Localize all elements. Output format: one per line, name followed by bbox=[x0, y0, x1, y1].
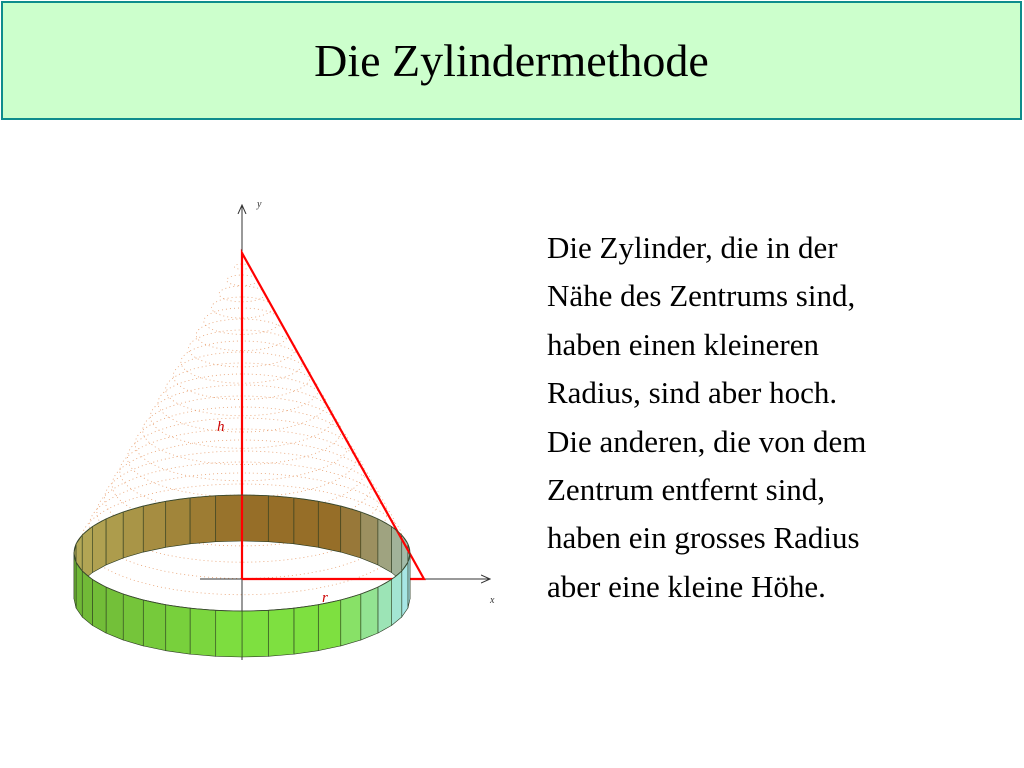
cylinder-facet bbox=[268, 496, 294, 544]
cylinder-facet bbox=[106, 512, 123, 565]
cone-cylinder-diagram bbox=[60, 190, 510, 670]
cylinder-facet bbox=[166, 498, 190, 547]
cylinder-facet bbox=[378, 519, 392, 573]
cylinder-facet bbox=[242, 610, 268, 657]
cylinder-facet bbox=[361, 587, 378, 640]
cylinder-facet bbox=[143, 501, 165, 552]
cylinder-facet bbox=[392, 571, 402, 625]
cylinder-method-figure bbox=[60, 190, 510, 670]
explanation-text bbox=[547, 224, 1007, 611]
cylinder-facet bbox=[143, 600, 165, 651]
cylinder-facet bbox=[123, 506, 143, 558]
y-axis-label: y bbox=[257, 199, 262, 210]
cylinder-facet bbox=[242, 495, 268, 542]
cylinder-facet bbox=[341, 594, 361, 646]
text-line: Radius, sind aber hoch. bbox=[547, 375, 838, 411]
title-banner bbox=[1, 1, 1022, 120]
text-line: aber eine kleine Höhe. bbox=[547, 568, 826, 604]
cylinder-facet bbox=[268, 608, 294, 656]
cylinder-facet bbox=[92, 579, 106, 633]
text-line: Die anderen, die von dem bbox=[547, 423, 867, 459]
cylinder-facet bbox=[361, 512, 378, 565]
text-line: Zentrum entfernt sind, bbox=[547, 472, 826, 508]
cylinder-facet bbox=[294, 498, 318, 547]
text-line: Nähe des Zentrums sind, bbox=[547, 278, 856, 314]
height-label: h bbox=[217, 419, 225, 435]
cylinder-facet bbox=[166, 605, 190, 654]
cylinder-facet bbox=[190, 496, 216, 544]
slide-title: Die Zylindermethode bbox=[314, 35, 709, 86]
cylinder-facet bbox=[106, 587, 123, 640]
text-line: Die Zylinder, die in der bbox=[547, 230, 838, 265]
radius-label: r bbox=[322, 590, 328, 606]
cylinder-facet bbox=[378, 579, 392, 633]
cylinder-facet bbox=[216, 495, 242, 542]
cylinder-facet bbox=[318, 600, 340, 651]
cylinder-facet bbox=[82, 571, 92, 625]
x-axis-label: x bbox=[490, 595, 495, 606]
text-line: haben ein grosses Radius bbox=[547, 520, 860, 556]
cylinder-facet bbox=[190, 608, 216, 656]
text-line: haben einen kleineren bbox=[547, 326, 819, 362]
cylinder-facet bbox=[318, 501, 340, 552]
cylinder-facet bbox=[216, 610, 242, 657]
cylinder-facet bbox=[92, 519, 106, 573]
cylinder-facet bbox=[341, 506, 361, 558]
cylinder-facet bbox=[294, 605, 318, 654]
cylinder-facet bbox=[123, 594, 143, 646]
